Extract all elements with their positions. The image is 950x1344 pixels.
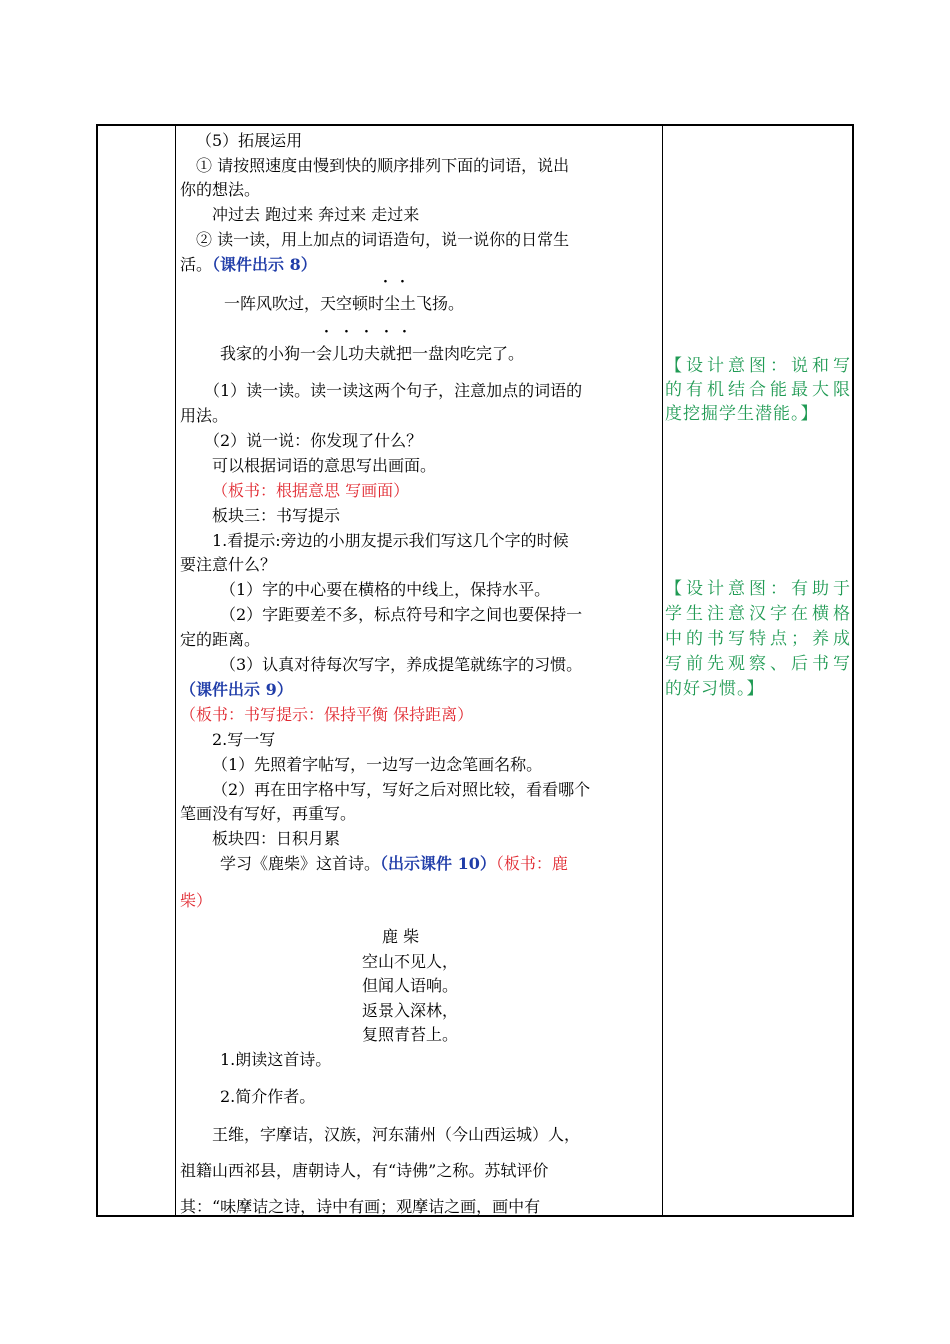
author-intro-line: 王维，字摩诘，汉族，河东蒲州（今山西运城）人， <box>212 1125 581 1144</box>
emphasis-dot: · <box>384 324 389 340</box>
emphasis-dot: · <box>400 274 405 290</box>
text-line: 1.朗读这首诗。 <box>220 1050 332 1069</box>
slide-note: （课件出示 9） <box>180 680 293 699</box>
design-intent-column <box>663 126 852 1215</box>
text-line: 要注意什么？ <box>180 555 277 574</box>
slide-note: （出示课件 10） <box>380 854 496 873</box>
text-line: （1）字的中心要在横格的中线上，保持水平。 <box>220 580 551 599</box>
example-sentence: 我家的小狗一会儿功夫就把一盘肉吃完了。 <box>220 344 525 363</box>
author-intro-line: 其：“味摩诘之诗，诗中有画；观摩诘之画，画中有 <box>180 1197 541 1215</box>
design-intent-note: 【设计意图：说和写 <box>665 356 851 376</box>
text-span: 活。 <box>180 255 213 274</box>
board-note: （板书：书写提示：保持平衡 保持距离） <box>180 705 474 724</box>
text-line: （1）先照着字帖写，一边写一边念笔画名称。 <box>212 755 543 774</box>
section-heading-extension: （5）拓展运用 <box>196 131 303 150</box>
text-line: 1.看提示:旁边的小朋友提示我们写这几个字的时候 <box>212 531 569 550</box>
text-line: 2.写一写 <box>212 730 276 749</box>
poem-line: 返景入深林， <box>362 1001 459 1020</box>
emphasis-dot: · <box>364 324 369 340</box>
text-line: （2）字距要差不多，标点符号和字之间也要保持一 <box>220 605 583 624</box>
stage-column <box>98 126 176 1215</box>
text-line: （2）说一说：你发现了什么？ <box>204 431 423 450</box>
text-line: （1）读一读。读一读这两个句子，注意加点的词语的 <box>204 381 583 400</box>
section-heading-accumulation: 板块四：日积月累 <box>212 829 341 848</box>
teaching-content-column <box>176 126 663 1215</box>
design-intent-note: 学生注意汉字在横格 <box>665 604 851 624</box>
text-span: 学习《鹿柴》这首诗。 <box>220 854 381 873</box>
board-note: （板书：鹿 <box>495 854 568 873</box>
emphasis-dot: · <box>324 324 329 340</box>
text-line: 用法。 <box>180 406 229 425</box>
author-intro-line: 祖籍山西祁县，唐朝诗人，有“诗佛”之称。苏轼评价 <box>180 1161 549 1180</box>
text-line: 可以根据词语的意思写出画面。 <box>212 456 437 475</box>
design-intent-note: 【设计意图：有助于 <box>665 579 851 599</box>
slide-note: （课件出示 8） <box>212 255 317 274</box>
design-intent-note: 的有机结合能最大限 <box>665 380 851 400</box>
text-line <box>220 853 568 875</box>
emphasis-dot: · <box>344 324 349 340</box>
text-line: ① 请按照速度由慢到快的顺序排列下面的词语，说出 <box>196 156 570 175</box>
lesson-table <box>96 124 854 1217</box>
text-line <box>180 254 317 276</box>
text-line: 2.简介作者。 <box>220 1087 316 1106</box>
text-line: （3）认真对待每次写字，养成提笔就练字的习惯。 <box>220 655 583 674</box>
example-sentence: 一阵风吹过，天空顿时尘土飞扬。 <box>224 294 465 313</box>
poem-line: 但闻人语响。 <box>362 976 459 995</box>
poem-title: 鹿 柴 <box>382 927 420 946</box>
design-intent-note: 写前先观察、后书写 <box>665 654 851 674</box>
poem-line: 复照青苔上。 <box>362 1025 459 1044</box>
emphasis-dot: · <box>402 324 407 340</box>
text-line: 你的想法。 <box>180 180 261 199</box>
text-line: 定的距离。 <box>180 630 261 649</box>
text-line: 笔画没有写好，再重写。 <box>180 804 357 823</box>
board-note: （板书：根据意思 写画面） <box>212 481 410 500</box>
section-heading-writing: 板块三：书写提示 <box>212 506 341 525</box>
word-list: 冲过去 跑过来 奔过来 走过来 <box>212 205 420 224</box>
board-note: 柴） <box>180 891 213 910</box>
design-intent-note: 的好习惯。】 <box>665 679 765 699</box>
emphasis-dot: · <box>383 274 388 290</box>
design-intent-note: 中的书写特点；养成 <box>665 629 851 649</box>
poem-line: 空山不见人， <box>362 952 459 971</box>
text-line: （2）再在田字格中写，写好之后对照比较，看看哪个 <box>212 780 591 799</box>
text-line: ② 读一读，用上加点的词语造句，说一说你的日常生 <box>196 230 570 249</box>
design-intent-note: 度挖掘学生潜能。】 <box>665 404 819 424</box>
